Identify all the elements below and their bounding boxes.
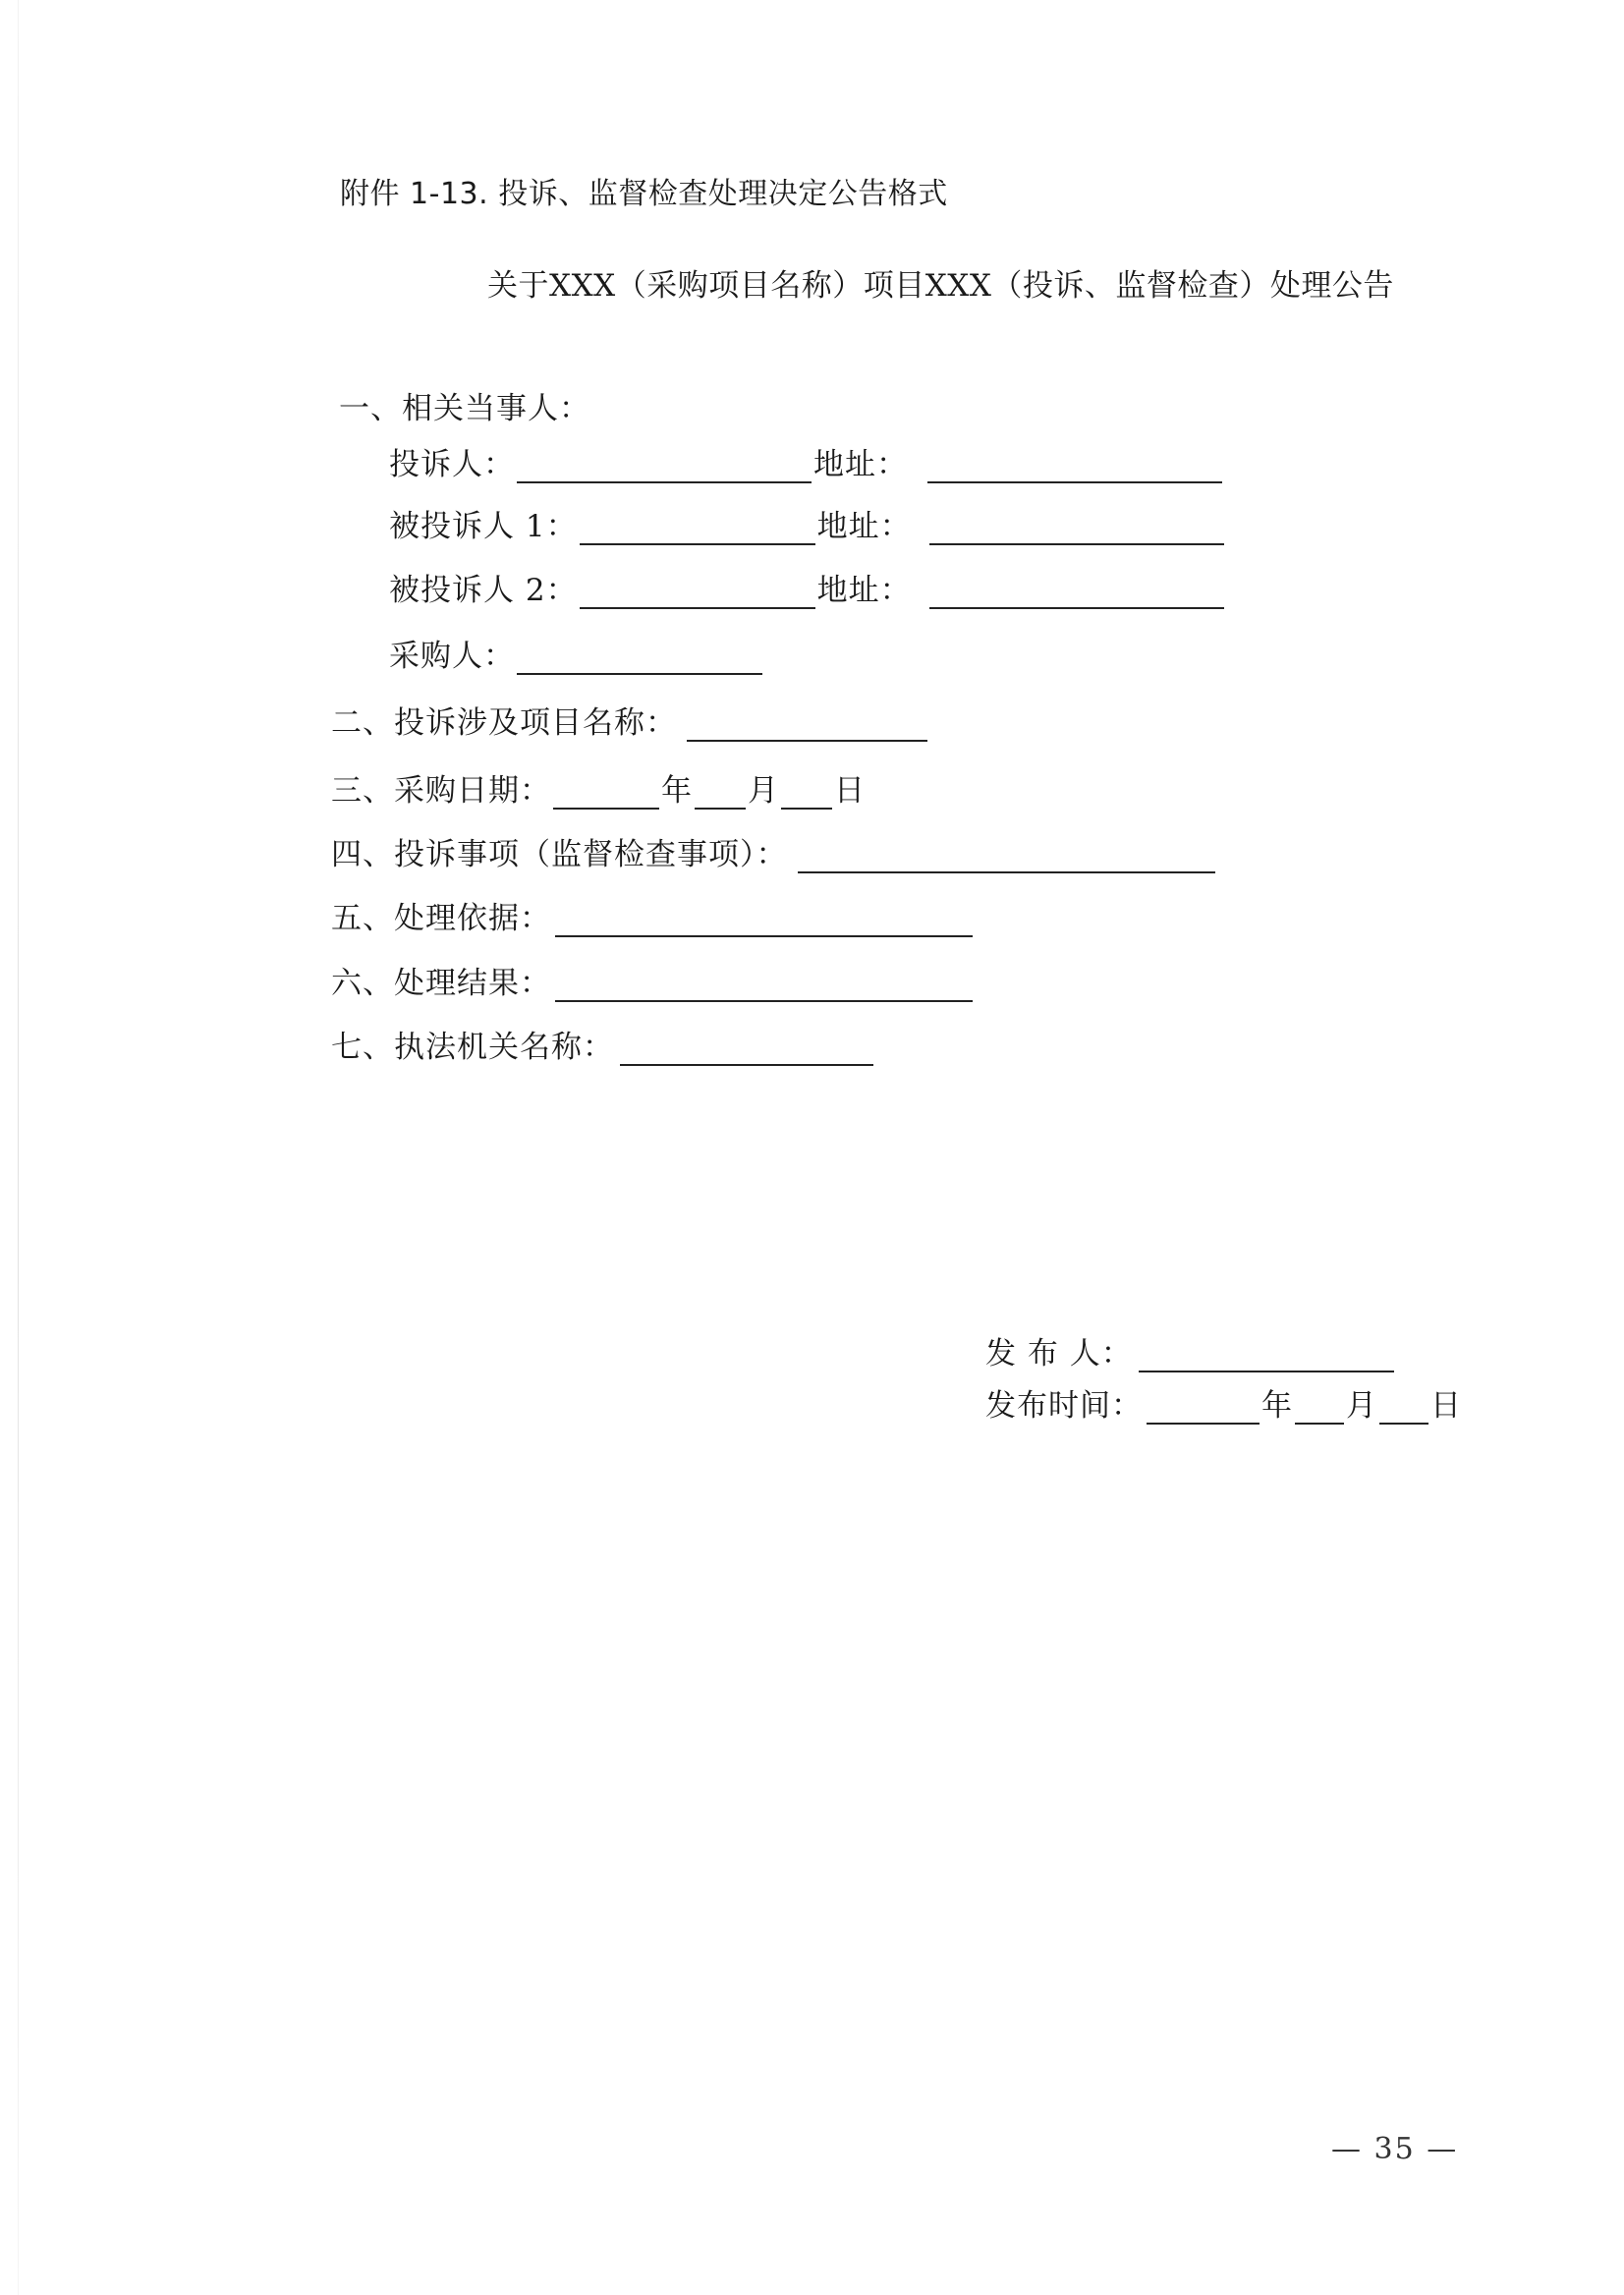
publish-day-field[interactable] bbox=[1379, 1393, 1428, 1425]
publish-year-field[interactable] bbox=[1147, 1393, 1260, 1425]
section-6-label: 六、处理结果： bbox=[331, 966, 551, 1001]
complaint-matters-field[interactable] bbox=[798, 842, 1215, 873]
complainant-label: 投诉人： bbox=[389, 447, 515, 482]
purchase-day-label: 日 bbox=[834, 773, 866, 809]
publish-year-label: 年 bbox=[1261, 1388, 1293, 1424]
page-number: — 35 — bbox=[1331, 2132, 1459, 2166]
scan-edge bbox=[18, 0, 19, 2295]
complainant-row bbox=[389, 447, 1224, 483]
respondent-2-row bbox=[389, 573, 1226, 609]
purchase-month-label: 月 bbox=[748, 773, 779, 809]
complainant-field[interactable] bbox=[517, 452, 812, 483]
publish-month-field[interactable] bbox=[1295, 1393, 1344, 1425]
publish-time-label: 发布时间： bbox=[985, 1388, 1143, 1424]
complainant-address-label: 地址： bbox=[813, 447, 908, 482]
authority-name-field[interactable] bbox=[620, 1035, 873, 1066]
section-3-row bbox=[331, 773, 866, 810]
section-6-row bbox=[331, 966, 975, 1002]
respondent-2-address-label: 地址： bbox=[816, 573, 912, 608]
publisher-field[interactable] bbox=[1139, 1341, 1394, 1372]
notice-title: 关于XXX（采购项目名称）项目XXX（投诉、监督检查）处理公告 bbox=[487, 268, 1394, 304]
respondent-1-address-field[interactable] bbox=[929, 514, 1224, 545]
respondent-2-label: 被投诉人 2： bbox=[389, 573, 578, 608]
purchaser-label: 采购人： bbox=[389, 639, 515, 674]
section-5-label: 五、处理依据： bbox=[331, 901, 551, 936]
purchase-month-field[interactable] bbox=[695, 778, 746, 810]
publish-day-label: 日 bbox=[1430, 1388, 1462, 1424]
section-7-label: 七、执法机关名称： bbox=[331, 1030, 614, 1065]
project-name-field[interactable] bbox=[687, 710, 927, 742]
section-2-label: 二、投诉涉及项目名称： bbox=[331, 705, 677, 741]
publisher-row bbox=[985, 1336, 1396, 1372]
publisher-label: 发 布 人： bbox=[985, 1336, 1133, 1371]
purchase-day-field[interactable] bbox=[781, 778, 832, 810]
respondent-2-field[interactable] bbox=[580, 578, 815, 609]
respondent-1-label: 被投诉人 1： bbox=[389, 509, 578, 544]
purchaser-field[interactable] bbox=[517, 644, 762, 675]
section-4-label: 四、投诉事项（监督检查事项）： bbox=[331, 837, 788, 872]
handling-basis-field[interactable] bbox=[555, 906, 973, 937]
section-3-label: 三、采购日期： bbox=[331, 773, 551, 809]
handling-result-field[interactable] bbox=[555, 971, 973, 1002]
respondent-1-field[interactable] bbox=[580, 514, 815, 545]
publish-month-label: 月 bbox=[1346, 1388, 1377, 1424]
purchase-year-label: 年 bbox=[661, 773, 693, 809]
attachment-heading: 附件 1-13. 投诉、监督检查处理决定公告格式 bbox=[340, 177, 948, 211]
respondent-1-row bbox=[389, 509, 1226, 545]
purchase-year-field[interactable] bbox=[553, 778, 659, 810]
section-1-label: 一、相关当事人： bbox=[339, 391, 590, 426]
respondent-1-address-label: 地址： bbox=[816, 509, 912, 544]
purchaser-row bbox=[389, 639, 764, 675]
section-4-row bbox=[331, 837, 1217, 873]
section-2-row bbox=[331, 705, 929, 742]
respondent-2-address-field[interactable] bbox=[929, 578, 1224, 609]
publish-time-row bbox=[985, 1388, 1462, 1425]
section-5-row bbox=[331, 901, 975, 937]
section-7-row bbox=[331, 1030, 875, 1066]
complainant-address-field[interactable] bbox=[927, 452, 1222, 483]
